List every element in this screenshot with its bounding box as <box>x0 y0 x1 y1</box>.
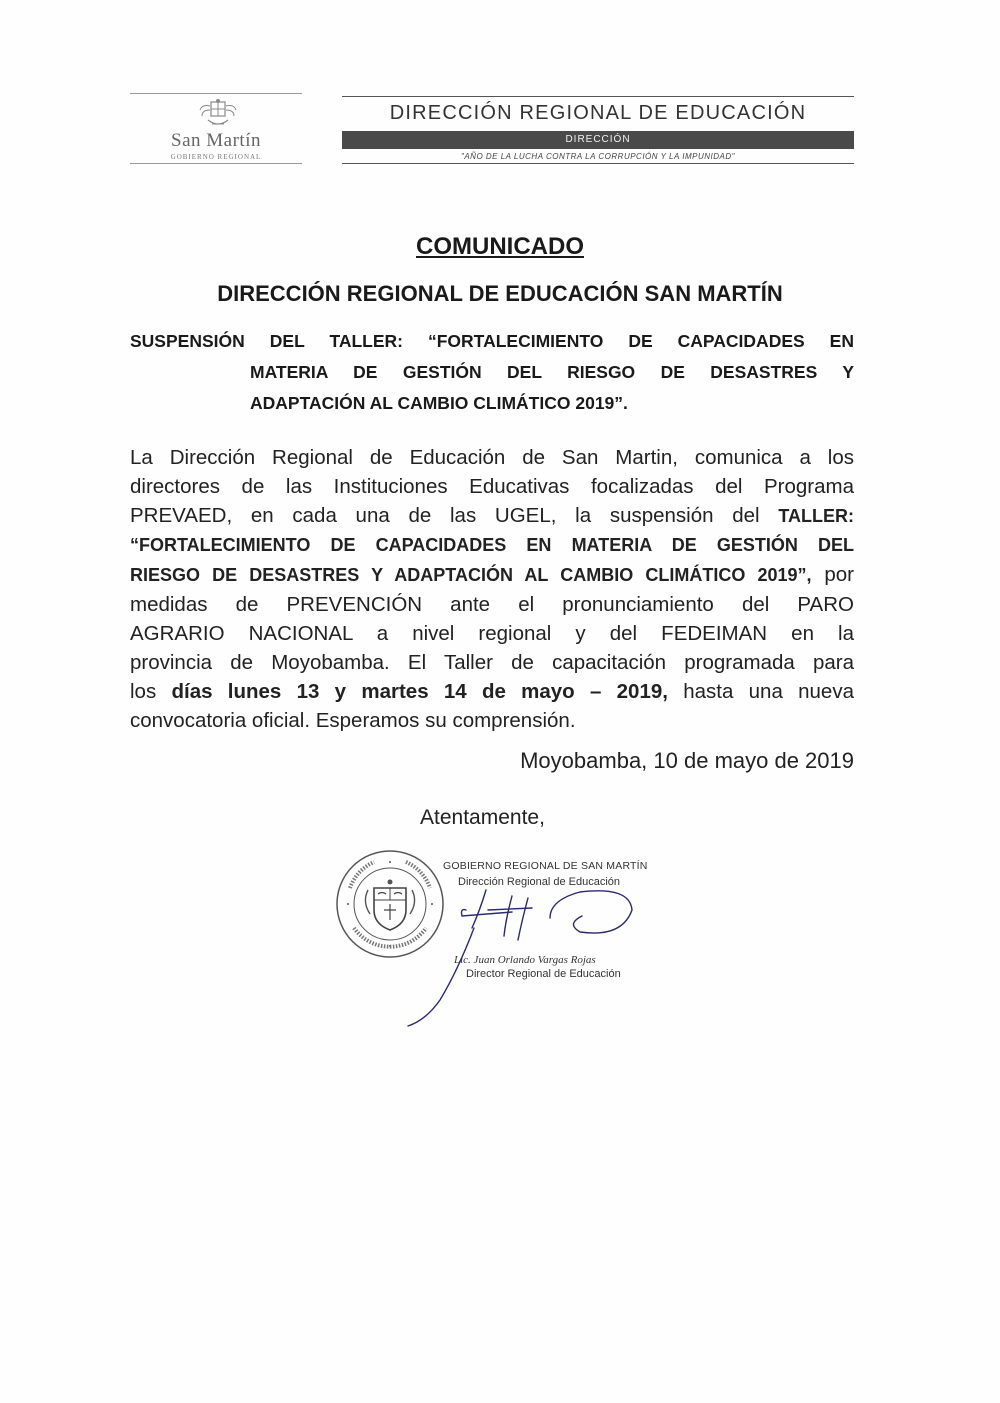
body-paragraph <box>130 443 854 735</box>
signatory-name: Lic. Juan Orlando Vargas Rojas <box>454 954 596 966</box>
header-left-bottom-rule <box>130 163 302 164</box>
signatory-role: Director Regional de Educación <box>466 968 621 980</box>
subject-line-3: ADAPTACIÓN AL CAMBIO CLIMÁTICO 2019”. <box>250 393 628 413</box>
body-bold-line: “FORTALECIMIENTO DE CAPACIDADES EN MATERIA DE GESTIÓN DEL <box>130 535 854 555</box>
closing-salutation: Atentamente, <box>420 806 545 829</box>
document-heading: COMUNICADO <box>416 233 584 260</box>
subject-block <box>130 326 854 419</box>
signature-department: Dirección Regional de Educación <box>458 876 621 888</box>
signature-organization: GOBIERNO REGIONAL DE SAN MARTÍN <box>443 860 648 872</box>
body-text: PREVAED, en cada una de las UGEL, la suspensión del <box>130 504 760 527</box>
body-bold-text: días lunes 13 y martes 14 de mayo – 2019, <box>171 680 668 703</box>
document-subheading: DIRECCIÓN REGIONAL DE EDUCACIÓN SAN MARTÍN <box>217 281 783 306</box>
body-text: los <box>130 680 157 703</box>
header-motto: "AÑO DE LA LUCHA CONTRA LA CORRUPCIÓN Y LA IMPUNIDAD" <box>460 152 735 161</box>
body-line: convocatoria oficial. Esperamos su comprensión. <box>130 709 576 732</box>
body-line <box>130 501 854 531</box>
logo-name: San Martín <box>171 130 261 151</box>
subject-line-1: SUSPENSIÓN DEL TALLER: “FORTALECIMIENTO DE CAPACIDADES EN <box>130 331 854 351</box>
logo-subtitle: GOBIERNO REGIONAL <box>170 153 262 161</box>
place-date: Moyobamba, 10 de mayo de 2019 <box>520 748 854 773</box>
body-line: provincia de Moyobamba. El Taller de capacitación programada para <box>130 651 854 674</box>
body-bold-text: TALLER: <box>778 506 854 526</box>
header-title: DIRECCIÓN REGIONAL DE EDUCACIÓN <box>389 102 807 124</box>
body-line: AGRARIO NACIONAL a nivel regional y del FEDEIMAN en la <box>130 622 854 645</box>
header-right-bottom-rule <box>342 163 854 164</box>
body-line <box>130 677 854 706</box>
regional-emblem-icon <box>196 98 240 132</box>
body-line <box>130 560 854 590</box>
header-bar: DIRECCIÓN <box>342 131 854 149</box>
body-line: La Dirección Regional de Educación de San Martin, comunica a los <box>130 446 854 469</box>
body-line: medidas de PREVENCIÓN ante el pronunciamiento del PARO <box>130 593 854 616</box>
body-text: hasta una nueva <box>683 680 854 703</box>
body-bold-text: RIESGO DE DESASTRES Y ADAPTACIÓN AL CAMBIO CLIMÁTICO 2019”, <box>130 565 812 585</box>
header-left-top-rule <box>130 93 302 94</box>
body-line: directores de las Instituciones Educativas focalizadas del Programa <box>130 475 854 498</box>
subject-line-2: MATERIA DE GESTIÓN DEL RIESGO DE DESASTRES Y <box>250 362 854 382</box>
body-text: por <box>824 563 855 586</box>
header-right-top-rule <box>342 96 854 97</box>
